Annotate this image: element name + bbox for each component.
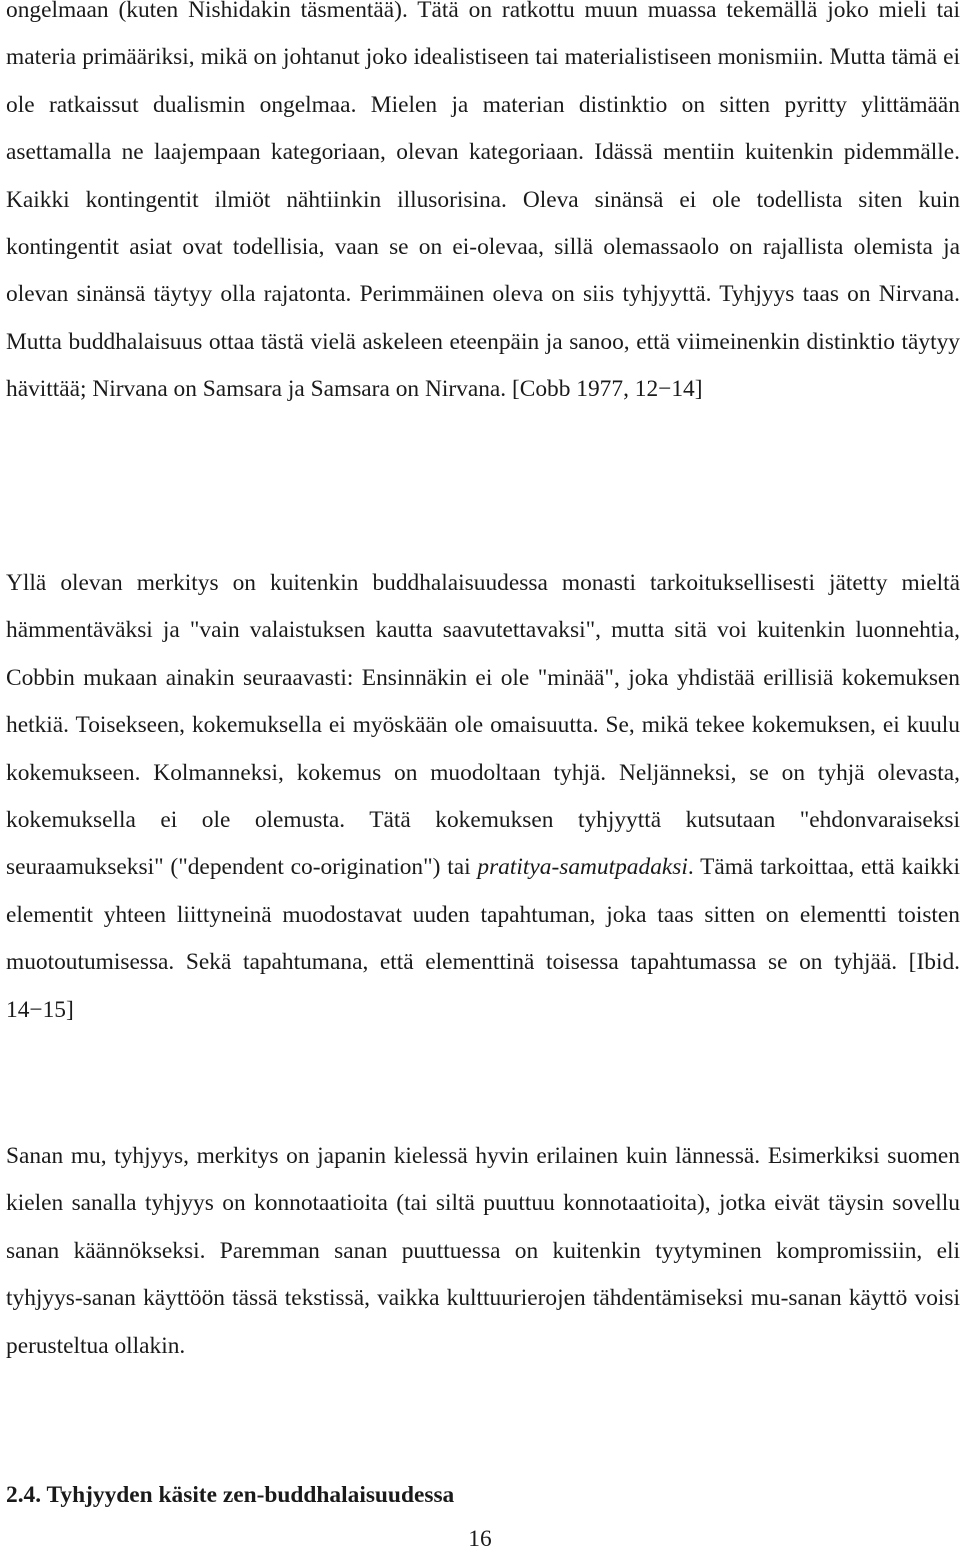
body-paragraph-3: Sanan mu, tyhjyys, merkitys on japanin kielessä hyvin erilainen kuin lännessä. Esimerkiksi suomen kielen sanalla tyhjyys on konnotaatioita (tai siltä puuttuu konnotaatioita), jotka eivät täysin sovellu sanan käännökseksi. Paremman sanan puuttuessa on kuitenkin tyytyminen kompromissiin, eli tyhjyys-sanan käyttöön tässä tekstissä, vaikka kulttuurierojen tähdentämiseksi mu-sanan käyttö voisi perusteltua ollakin. <box>6 1143 960 1359</box>
body-paragraph-1: ongelmaan (kuten Nishidakin täsmentää). Tätä on ratkottu muun muassa tekemällä joko mieli tai materia primääriksi, mikä on johtanut joko idealistiseen tai materialistiseen monismiin. Mutta tämä ei ole ratkaissut dualismin ongelmaa. Mielen ja materian distinktio on sitten pyritty ylittämään asettamalla ne laajempaan kategoriaan, olevan kategoriaan. Idässä mentiin kuitenkin pidemmälle. Kaikki kontingentit ilmiöt nähtiinkin illusorisina. Oleva sinänsä ei ole todellista siten kuin kontingentit asiat ovat todellisia, vaan se on ei-olevaa, sillä olemassaolo on rajallista olemista ja olevan sinänsä täytyy olla rajatonta. Perimmäinen oleva on siis tyhjyyttä. Tyhjyys taas on Nirvana. Mutta buddhalaisuus ottaa tästä vielä askeleen eteenpäin ja sanoo, että viimeinenkin distinktio täytyy hävittää; Nirvana on Samsara ja Samsara on Nirvana. [Cobb 1977, 12−14] <box>6 0 960 403</box>
page-number: 16 <box>468 1526 492 1552</box>
paragraph-2-text-end: . Tämä tarkoittaa, että kaikki elementit yhteen liittyneinä muodostavat uuden tapahtuman, joka taas sitten on elementti toisten muotoutumisessa. Sekä tapahtumana, että elementtinä toisessa tapahtumassa se on tyhjää. [Ibid. 14−15] <box>6 854 960 1023</box>
section-heading: 2.4. Tyhjyyden käsite zen-buddhalaisuudessa <box>6 1482 455 1508</box>
body-paragraph-2 <box>6 560 960 1034</box>
paragraph-2-italic-term: pratitya-samutpadaksi <box>477 854 688 881</box>
paragraph-2-text-start: Yllä olevan merkitys on kuitenkin buddhalaisuudessa monasti tarkoituksellisesti jätetty mieltä hämmentäväksi ja "vain valaistuksen kautta saavutettavaksi", mutta sitä voi kuitenkin luonnehtia, Cobbin mukaan ainakin seuraavasti: Ensinnäkin ei ole "minää", joka yhdistää erillisiä kokemuksen hetkiä. Toisekseen, kokemuksella ei myöskään ole omaisuutta. Se, mikä tekee kokemuksen, ei kuulu kokemukseen. Kolmanneksi, kokemus on muodoltaan tyhjä. Neljänneksi, se on tyhjä olevasta, kokemuksella ei ole olemusta. Tätä kokemuksen tyhjyyttä kutsutaan "ehdonvaraiseksi seuraamukseksi" ("dependent co-origination") tai <box>6 570 960 881</box>
